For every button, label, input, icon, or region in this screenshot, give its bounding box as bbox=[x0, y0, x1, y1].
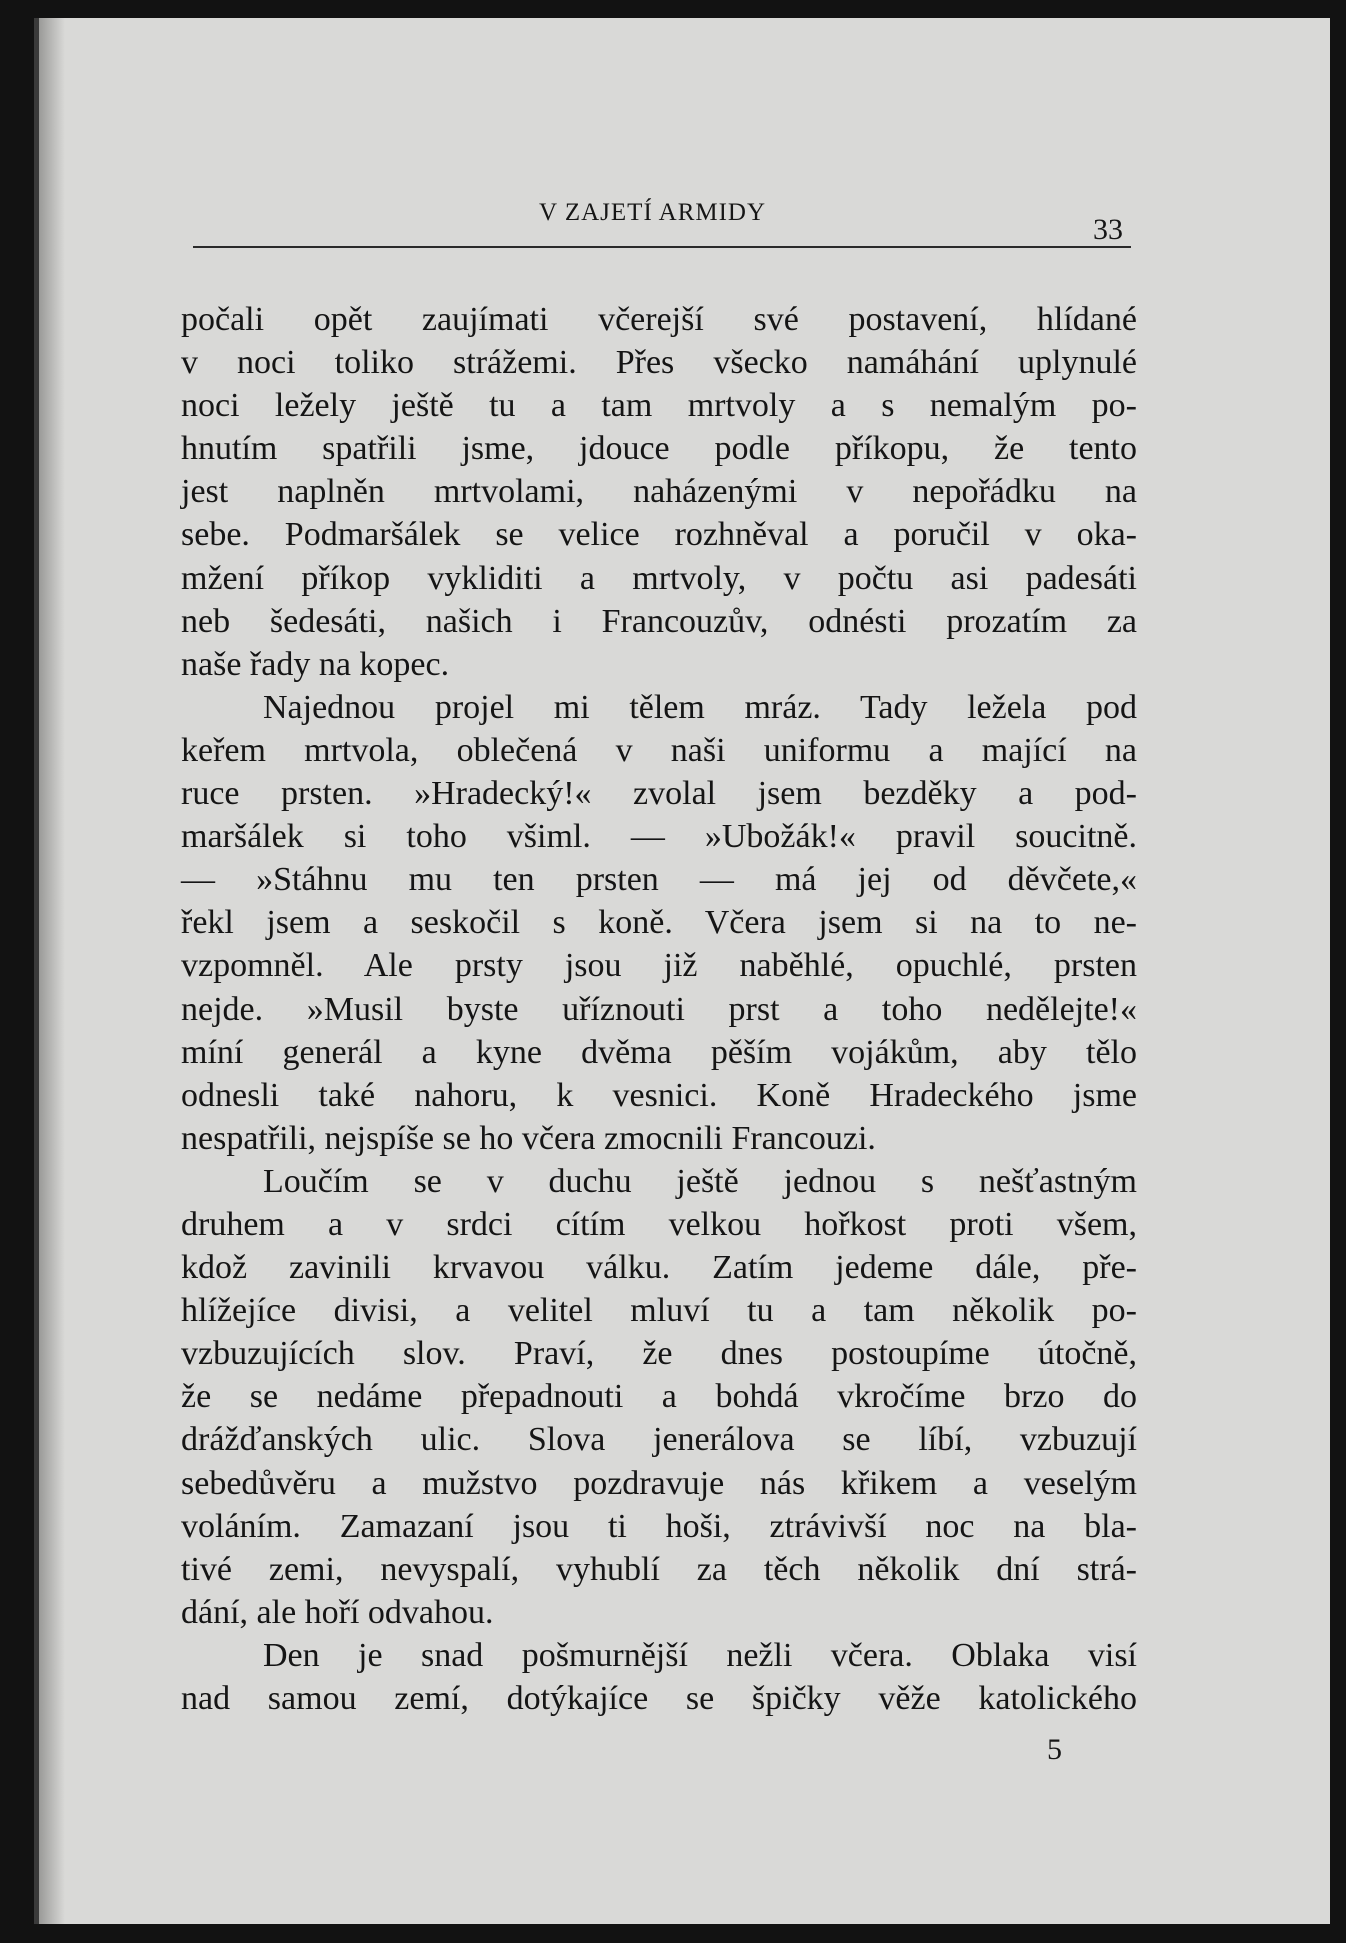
text-line: sebedůvěru a mužstvo pozdravuje nás křikem a veselým bbox=[181, 1464, 1137, 1502]
text-line: řekl jsem a seskočil s koně. Včera jsem si na to ne- bbox=[181, 904, 1137, 942]
text-line: sebe. Podmaršálek se velice rozhněval a poručil v oka- bbox=[181, 516, 1137, 554]
text-line: druhem a v srdci cítím velkou hořkost proti všem, bbox=[181, 1205, 1137, 1243]
text-line: odnesli také nahoru, k vesnici. Koně Hradeckého jsme bbox=[181, 1076, 1137, 1114]
signature-mark: 5 bbox=[1047, 1733, 1062, 1766]
text-line: nespatřili, nejspíše se ho včera zmocnili Francouzi. bbox=[181, 1119, 876, 1157]
book-page bbox=[34, 18, 1330, 1924]
header-rule bbox=[193, 246, 1131, 248]
text-line: drážďanských ulic. Slova jenerálova se líbí, vzbuzují bbox=[181, 1421, 1137, 1459]
text-line: míní generál a kyne dvěma pěším vojákům, aby tělo bbox=[181, 1033, 1137, 1071]
text-line: — »Stáhnu mu ten prsten — má jej od děvčete,« bbox=[181, 861, 1137, 899]
text-line: noci ležely ještě tu a tam mrtvoly a s nemalým po- bbox=[181, 387, 1137, 425]
text-line: keřem mrtvola, oblečená v naši uniformu a mající na bbox=[181, 731, 1137, 769]
spine-shadow bbox=[39, 18, 65, 1924]
text-line: dání, ale hoří odvahou. bbox=[181, 1593, 494, 1631]
text-line: neb šedesáti, našich i Francouzův, odnésti prozatím za bbox=[181, 602, 1137, 640]
text-line: Loučím se v duchu ještě jednou s nešťastným bbox=[263, 1162, 1137, 1200]
text-line: voláním. Zamazaní jsou ti hoši, ztrávivší noc na bla- bbox=[181, 1507, 1137, 1545]
text-line: vzpomněl. Ale prsty jsou již naběhlé, opuchlé, prsten bbox=[181, 947, 1137, 985]
text-line: hnutím spatřili jsme, jdouce podle příkopu, že tento bbox=[181, 430, 1137, 468]
text-line: počali opět zaujímati včerejší své postavení, hlídané bbox=[181, 301, 1137, 338]
text-line: naše řady na kopec. bbox=[181, 645, 450, 683]
text-line: kdož zavinili krvavou válku. Zatím jedeme dále, pře- bbox=[181, 1249, 1137, 1287]
text-line: vzbuzujících slov. Praví, že dnes postoupíme útočně, bbox=[181, 1335, 1137, 1373]
text-line: že se nedáme přepadnouti a bohdá vkročíme brzo do bbox=[181, 1378, 1137, 1416]
text-line: mžení příkop vykliditi a mrtvoly, v počtu asi padesáti bbox=[181, 559, 1137, 597]
text-line: tivé zemi, nevyspalí, vyhublí za těch několik dní strá- bbox=[181, 1550, 1137, 1588]
text-line: maršálek si toho všiml. — »Ubožák!« pravil soucitně. bbox=[181, 818, 1137, 856]
text-line: Najednou projel mi tělem mráz. Tady ležela pod bbox=[263, 688, 1137, 726]
page-number: 33 bbox=[1093, 213, 1123, 246]
text-line: jest naplněn mrtvolami, naházenými v nepořádku na bbox=[181, 473, 1137, 511]
text-line: ruce prsten. »Hradecký!« zvolal jsem bezděky a pod- bbox=[181, 775, 1137, 813]
text-line: nejde. »Musil byste uříznouti prst a toho nedělejte!« bbox=[181, 990, 1137, 1028]
text-line: nad samou zemí, dotýkajíce se špičky věže katolického bbox=[181, 1680, 1137, 1717]
body-text bbox=[181, 298, 1137, 1720]
running-title: V ZAJETÍ ARMIDY bbox=[539, 199, 767, 226]
text-line: Den je snad pošmurnější nežli včera. Oblaka visí bbox=[263, 1636, 1137, 1674]
text-line: v noci toliko strážemi. Přes všecko namáhání uplynulé bbox=[181, 344, 1137, 382]
text-line: hlížejíce divisi, a velitel mluví tu a tam několik po- bbox=[181, 1292, 1137, 1330]
